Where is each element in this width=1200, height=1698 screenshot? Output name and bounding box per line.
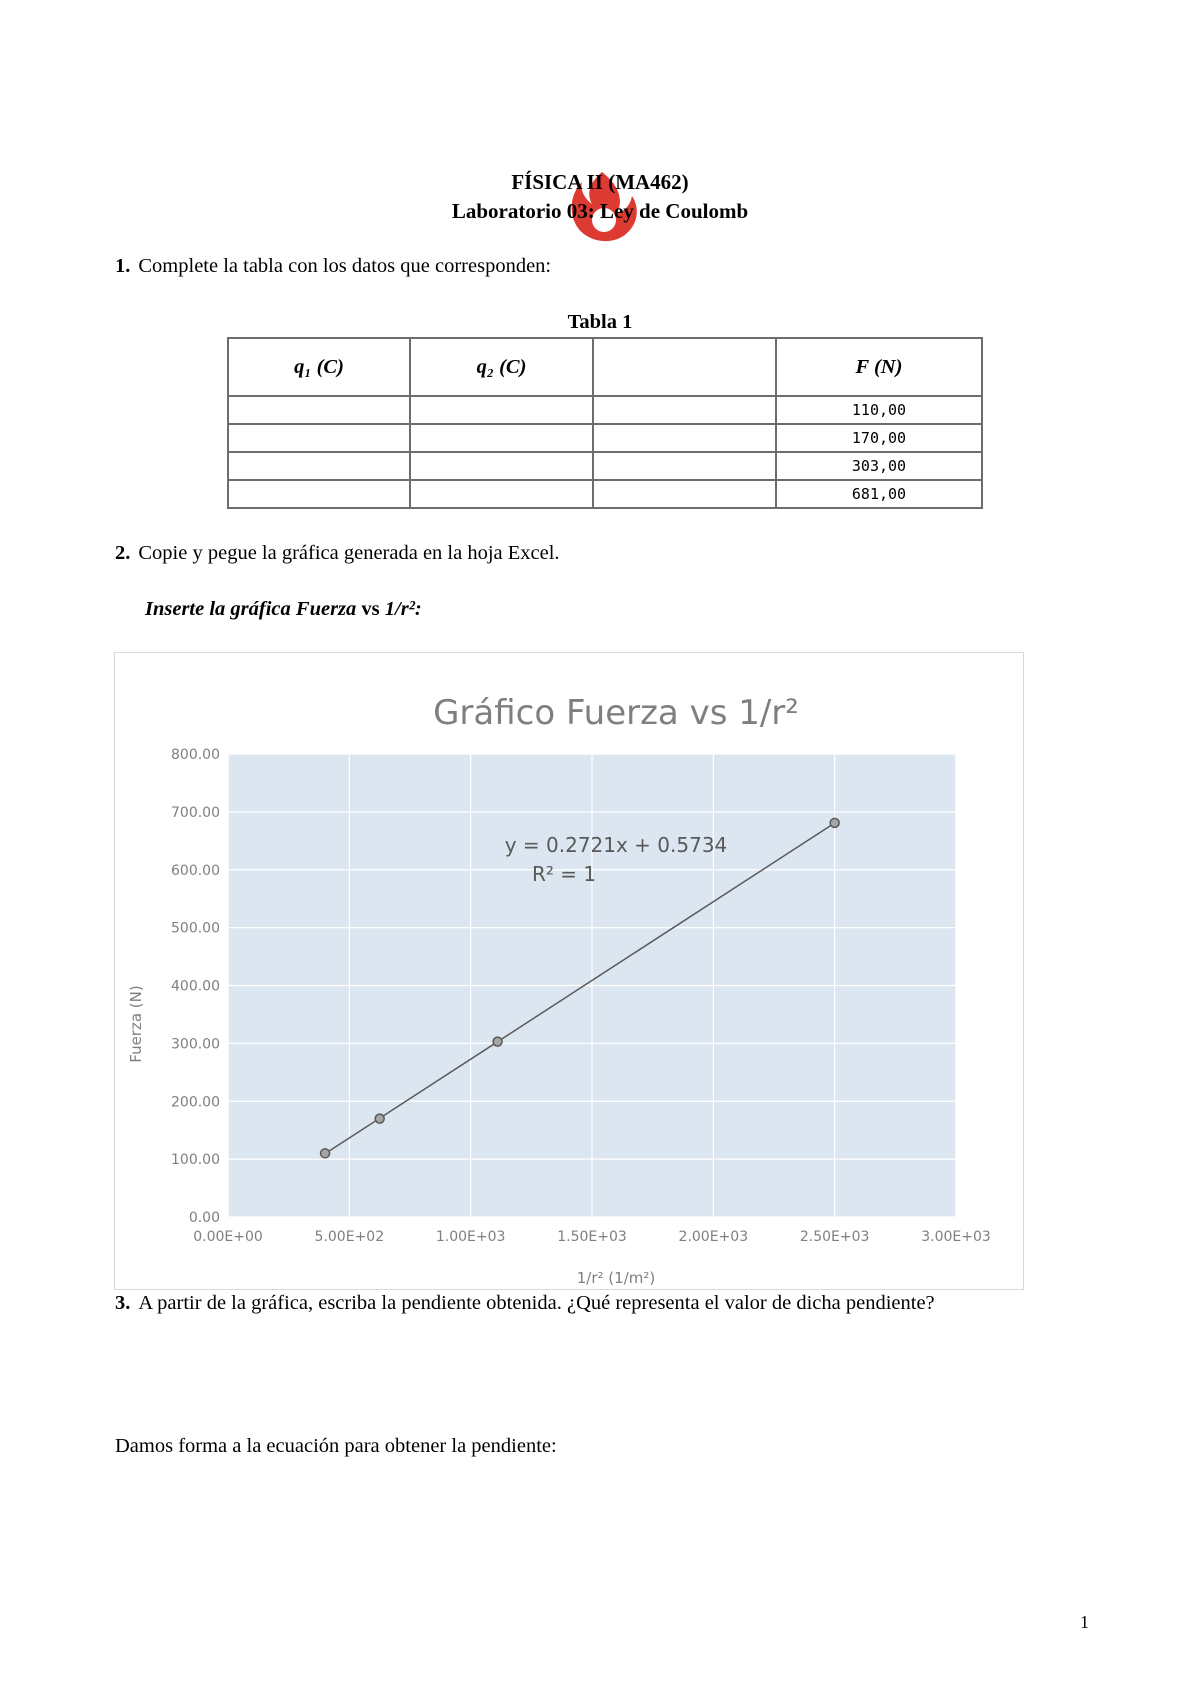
y-tick-label: 700.00 — [171, 804, 220, 821]
cell-force: 110,00 — [776, 396, 982, 424]
document-title: FÍSICA II (MA462) — [511, 170, 689, 194]
cell-blank[interactable] — [593, 452, 776, 480]
force-chart — [114, 652, 1024, 1290]
table-row — [228, 480, 982, 508]
data-point — [830, 818, 839, 827]
y-tick-label: 100.00 — [171, 1152, 220, 1169]
y-tick-label: 0.00 — [188, 1210, 220, 1226]
trendline-equation: y = 0.2721x + 0.5734 — [504, 833, 728, 857]
y-tick-label: 800.00 — [171, 747, 220, 763]
body-paragraph: Damos forma a la ecuación para obtener la pendiente: — [115, 1435, 557, 1457]
cell-q1[interactable] — [228, 452, 410, 480]
chart-title: Gráfico Fuerza vs 1/r² — [433, 693, 799, 733]
cell-q1[interactable] — [228, 396, 410, 424]
table-row — [228, 396, 982, 424]
x-tick-label: 2.00E+03 — [678, 1229, 749, 1245]
cell-blank[interactable] — [593, 424, 776, 452]
question-2-text: Copie y pegue la gráfica generada en la hoja Excel. — [138, 542, 560, 564]
x-axis-label: 1/r² (1/m²) — [576, 1269, 656, 1287]
question-1-number: 1. — [115, 255, 131, 277]
x-tick-label: 0.00E+00 — [193, 1229, 263, 1245]
x-tick-label: 5.00E+02 — [314, 1229, 385, 1245]
cell-q2[interactable] — [410, 452, 593, 480]
insert-instruction-c: 1/r²: — [384, 598, 422, 620]
cell-q1[interactable] — [228, 424, 410, 452]
x-tick-label: 3.00E+03 — [921, 1229, 991, 1245]
y-tick-label: 400.00 — [171, 978, 220, 995]
y-tick-label: 200.00 — [171, 1094, 220, 1111]
y-axis-ticks — [171, 747, 220, 1226]
header-force: F (N) — [776, 338, 982, 396]
header-q2: q₂ (C) — [410, 338, 593, 396]
x-tick-label: 1.50E+03 — [557, 1229, 627, 1245]
data-point — [493, 1037, 502, 1046]
table-header-row — [228, 338, 982, 396]
document-subtitle: Laboratorio 03: Ley de Coulomb — [451, 199, 749, 223]
header-blank — [593, 338, 776, 396]
question-2-number: 2. — [115, 542, 131, 564]
y-tick-label: 500.00 — [171, 920, 220, 937]
x-tick-label: 2.50E+03 — [799, 1229, 870, 1245]
y-tick-label: 600.00 — [171, 862, 220, 879]
table-row — [228, 452, 982, 480]
question-3-number: 3. — [115, 1292, 131, 1314]
data-point — [375, 1114, 384, 1123]
cell-blank[interactable] — [593, 396, 776, 424]
insert-chart-instruction — [145, 598, 422, 621]
cell-q2[interactable] — [410, 396, 593, 424]
header-q1: q₁ (C) — [228, 338, 410, 396]
question-3 — [115, 1292, 935, 1315]
insert-instruction-a: Inserte la gráfica Fuerza — [145, 598, 357, 620]
r-squared-label: R² = 1 — [531, 862, 597, 886]
y-tick-label: 300.00 — [171, 1036, 220, 1053]
question-3-text: A partir de la gráfica, escriba la pendiente obtenida. ¿Qué representa el valor de dicha pendiente? — [138, 1292, 935, 1314]
y-axis-label: Fuerza (N) — [127, 985, 145, 1063]
question-2 — [115, 542, 560, 565]
table-caption: Tabla 1 — [567, 311, 633, 333]
question-1-text: Complete la tabla con los datos que corresponden: — [138, 255, 552, 277]
data-table — [227, 337, 983, 509]
insert-instruction-b: vs — [356, 598, 385, 620]
cell-blank[interactable] — [593, 480, 776, 508]
cell-force: 681,00 — [776, 480, 982, 508]
table-row — [228, 424, 982, 452]
cell-q1[interactable] — [228, 480, 410, 508]
data-point — [321, 1149, 330, 1158]
page-number: 1 — [1080, 1612, 1089, 1632]
question-1 — [115, 255, 551, 278]
cell-force: 303,00 — [776, 452, 982, 480]
cell-force: 170,00 — [776, 424, 982, 452]
x-tick-label: 1.00E+03 — [435, 1229, 506, 1245]
cell-q2[interactable] — [410, 480, 593, 508]
cell-q2[interactable] — [410, 424, 593, 452]
